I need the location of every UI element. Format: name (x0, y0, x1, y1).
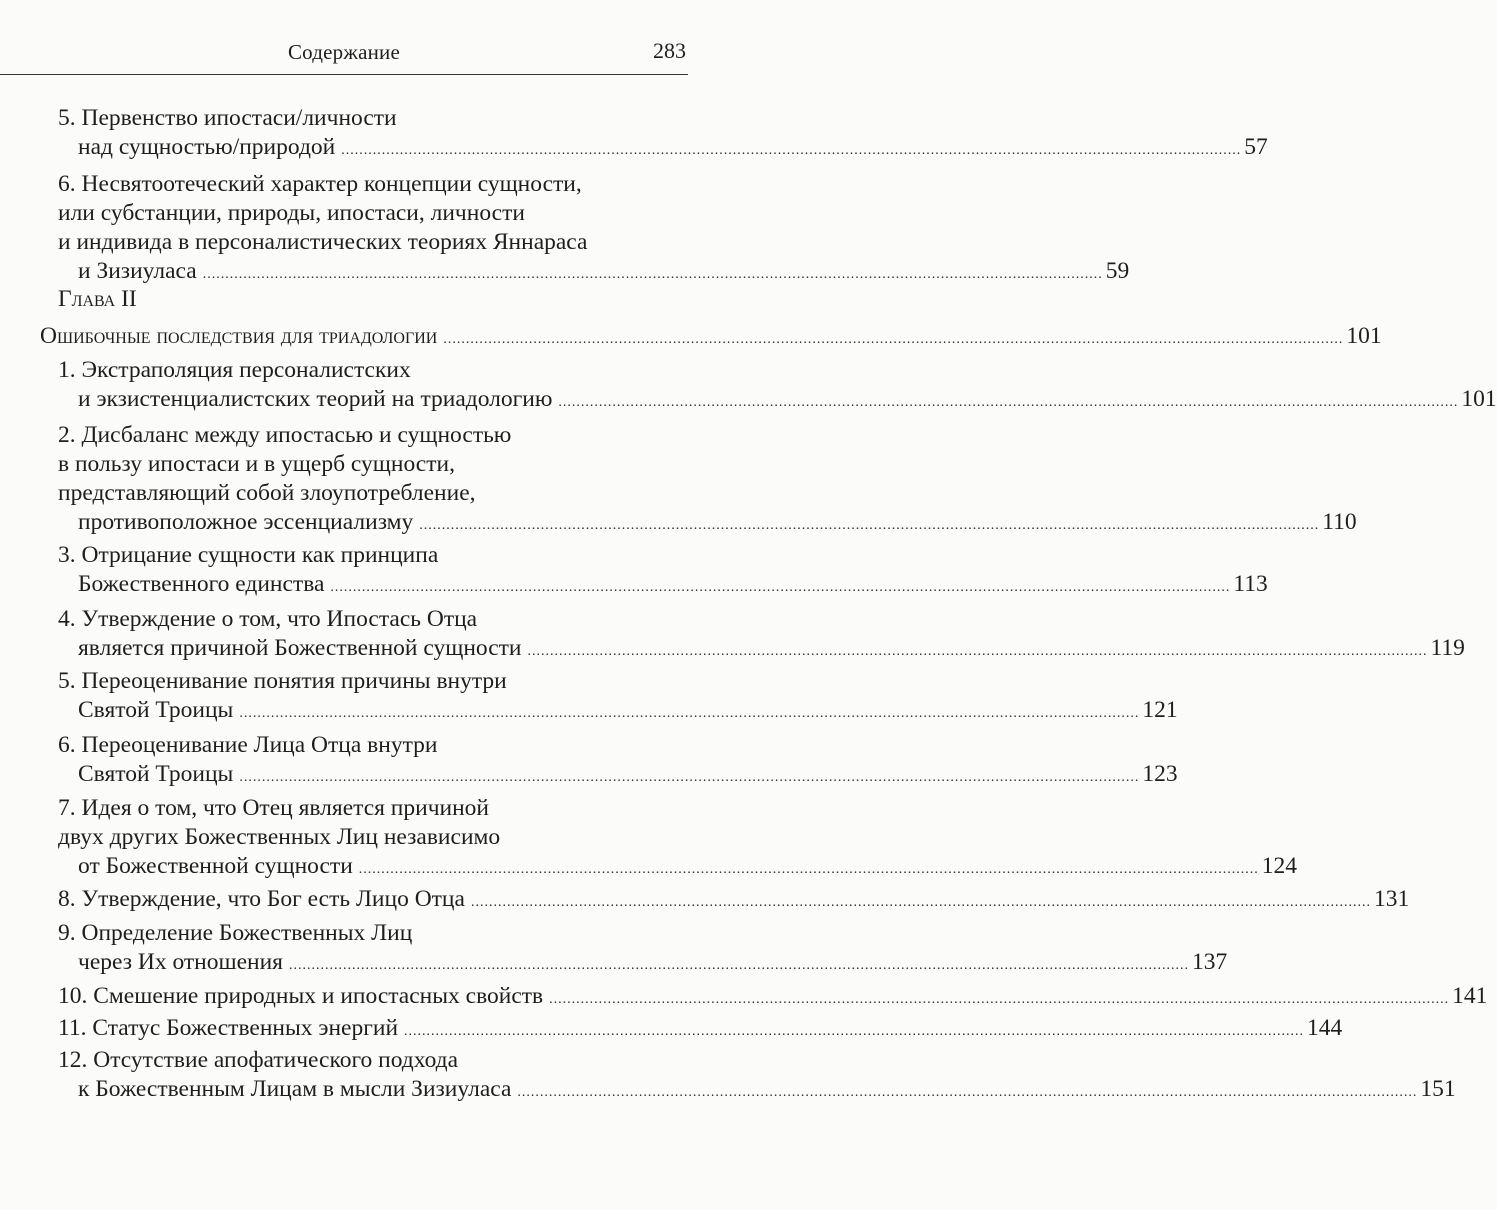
toc-entry (58, 1046, 1456, 1107)
dot-leader: ........................................................................................................................................................................................................ (549, 992, 1450, 1007)
toc-page-number: 144 (1307, 1015, 1343, 1041)
toc-entry-line: 7. Идея о том, что Отец является причиной (58, 795, 490, 821)
dot-leader: ........................................................................................................................................................................................................ (558, 395, 1459, 410)
toc-entry-title: Ошибочные последствия для триадологии (40, 323, 438, 349)
toc-entry (58, 421, 1357, 540)
dot-leader: ........................................................................................................................................................................................................ (330, 580, 1231, 595)
toc-entry-title: является причиной Божественной сущности (78, 635, 522, 661)
toc-page-number: 151 (1420, 1076, 1456, 1102)
toc-entry-title: Святой Троицы (78, 761, 234, 787)
toc-entry-title: 11. Статус Божественных энергий (58, 1015, 399, 1041)
toc-entry-line: 5. Переоценивание понятия причины внутри (58, 668, 507, 694)
toc-entry-final-line (40, 322, 1382, 354)
toc-entry-final-line (58, 634, 1465, 666)
header-title: Содержание (287, 40, 401, 64)
toc-entry (58, 731, 1178, 792)
toc-entry-final-line (58, 852, 1298, 884)
toc-entry-line: 2. Дисбаланс между ипостасью и сущностью (58, 422, 512, 448)
toc-entry-final-line (58, 508, 1357, 540)
toc-entry-line: в пользу ипостаси и в ущерб сущности, (58, 451, 455, 477)
toc-entry-final-line (58, 760, 1178, 792)
dot-leader: ........................................................................................................................................................................................................ (358, 862, 1259, 877)
toc-page-number: 119 (1430, 635, 1465, 661)
toc-entry-line: 4. Утверждение о том, что Ипостась Отца (58, 606, 478, 632)
toc-page-number: 137 (1192, 949, 1228, 975)
toc-entry-line: 5. Первенство ипостаси/личности (58, 105, 397, 131)
toc-entry (58, 667, 1178, 728)
dot-leader: ........................................................................................................................................................................................................ (202, 267, 1103, 282)
toc-page-number: 121 (1142, 697, 1178, 723)
toc-entry-line: двух других Божественных Лиц независимо (58, 824, 501, 850)
toc-entry-title: и Зизиуласа (78, 258, 197, 284)
dot-leader: ........................................................................................................................................................................................................ (419, 518, 1320, 533)
toc-entry-final-line (58, 948, 1228, 980)
toc-entry (58, 104, 1268, 165)
toc-entry (58, 605, 1465, 666)
toc-entry (58, 885, 1410, 917)
toc-entry-final-line (58, 885, 1410, 917)
toc-entry (58, 356, 1497, 417)
toc-page-number: 57 (1244, 134, 1268, 160)
toc-page-number: 123 (1142, 761, 1178, 787)
toc-entry-title: через Их отношения (78, 949, 283, 975)
dot-leader: ........................................................................................................................................................................................................ (443, 332, 1344, 347)
toc-entry-line: 6. Переоценивание Лица Отца внутри (58, 732, 438, 758)
dot-leader: ........................................................................................................................................................................................................ (470, 895, 1371, 910)
toc-entry-line: 3. Отрицание сущности как принципа (58, 542, 439, 568)
toc-entry-title: к Божественным Лицам в мысли Зизиуласа (78, 1076, 512, 1102)
toc-page-number: 131 (1373, 886, 1410, 912)
toc-entry-title: противоположное эссенциализму (78, 509, 414, 535)
toc-page-number: 59 (1105, 258, 1130, 284)
toc-entry (58, 794, 1298, 884)
dot-leader: ........................................................................................................................................................................................................ (517, 1085, 1418, 1100)
dot-leader: ........................................................................................................................................................................................................ (289, 958, 1189, 973)
chapter-heading: Глава II (58, 286, 137, 312)
toc-entry-line: или субстанции, природы, ипостаси, личности (58, 200, 525, 226)
toc-entry-title: Святой Троицы (78, 697, 234, 723)
toc-entry (58, 1014, 1343, 1046)
toc-entry-title: от Божественной сущности (78, 853, 353, 879)
toc-entry-line: 6. Несвятоотеческий характер концепции сущности, (58, 171, 582, 197)
toc-entry-final-line (58, 257, 1130, 289)
dot-leader: ........................................................................................................................................................................................................ (239, 706, 1140, 721)
toc-entry-final-line (58, 982, 1488, 1014)
dot-leader: ........................................................................................................................................................................................................ (239, 770, 1140, 785)
toc-page-number: 110 (1322, 509, 1357, 535)
toc-entry-title: 8. Утверждение, что Бог есть Лицо Отца (58, 886, 465, 912)
toc-entry-line: 9. Определение Божественных Лиц (58, 920, 413, 946)
toc-entry (58, 541, 1268, 602)
toc-entry-line: представляющий собой злоупотребление, (58, 480, 476, 506)
dot-leader: ........................................................................................................................................................................................................ (341, 143, 1242, 158)
toc-entry-final-line (58, 1075, 1456, 1107)
toc-entry-final-line (58, 696, 1178, 728)
toc-entry-title: и экзистенциалистских теорий на триадологию (78, 386, 553, 412)
toc-page-number: 101 (1346, 323, 1382, 349)
toc-entry (58, 170, 1130, 289)
toc-entry-title: 10. Смешение природных и ипостасных свойств (58, 983, 544, 1009)
toc-page-number: 124 (1261, 853, 1298, 879)
toc-page-number: 101 (1461, 386, 1497, 412)
toc-entry (58, 919, 1228, 980)
dot-leader: ........................................................................................................................................................................................................ (527, 644, 1428, 659)
toc-page-number: 141 (1452, 983, 1488, 1009)
toc-entry-final-line (58, 133, 1268, 165)
toc-entry (58, 982, 1488, 1014)
toc-entry-title: над сущностью/природой (78, 134, 336, 160)
toc-entry-line: и индивида в персоналистических теориях Яннараса (58, 229, 588, 255)
running-header (0, 34, 688, 75)
toc-entry-line: 1. Экстраполяция персоналистских (58, 357, 411, 383)
toc-entry (40, 322, 1382, 354)
toc-entry-line: 12. Отсутствие апофатического подхода (58, 1047, 459, 1073)
toc-page-number: 113 (1233, 571, 1268, 597)
toc-entry-title: Божественного единства (78, 571, 325, 597)
dot-leader: ........................................................................................................................................................................................................ (404, 1024, 1305, 1039)
toc-entry-final-line (58, 570, 1268, 602)
toc-entry-final-line (58, 1014, 1343, 1046)
toc-entry-final-line (58, 385, 1497, 417)
page-number: 283 (653, 38, 686, 63)
